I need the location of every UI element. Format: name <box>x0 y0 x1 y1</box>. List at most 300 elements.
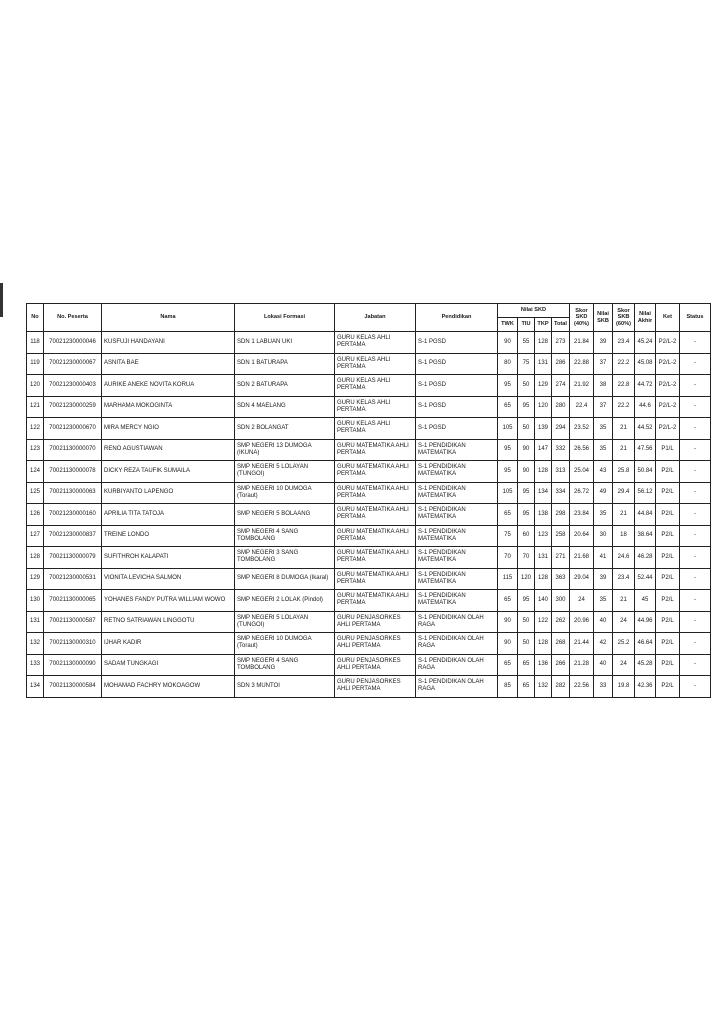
cell-tiu: 95 <box>518 482 535 504</box>
cell-total: 274 <box>552 375 570 397</box>
cell-jabatan: GURU KELAS AHLI PERTAMA <box>335 375 416 397</box>
cell-status: - <box>680 654 711 676</box>
cell-no-peserta: 70021130000065 <box>44 590 102 612</box>
cell-skor-skb: 24 <box>613 654 635 676</box>
cell-jabatan: GURU KELAS AHLI PERTAMA <box>335 396 416 418</box>
cell-tkp: 132 <box>535 676 552 698</box>
cell-nilai-skb: 39 <box>594 568 613 590</box>
cell-status: - <box>680 375 711 397</box>
cell-nama: YOHANES FANDY PUTRA WILLIAM WOWO <box>102 590 235 612</box>
cell-nilai-skb: 49 <box>594 482 613 504</box>
cell-pendidikan: S-1 PENDIDIKAN OLAH RAGA <box>416 611 498 633</box>
cell-twk: 65 <box>498 654 518 676</box>
cell-pendidikan: S-1 PENDIDIKAN MATEMATIKA <box>416 461 498 483</box>
cell-no-peserta: 70021230000067 <box>44 353 102 375</box>
cell-nilai-skb: 42 <box>594 633 613 655</box>
cell-nama: TREINE LONDO <box>102 525 235 547</box>
cell-nama: SADAM TUNGKAGI <box>102 654 235 676</box>
cell-skor-skd: 21.44 <box>570 633 594 655</box>
cell-nilai-akhir: 52.44 <box>635 568 656 590</box>
cell-skor-skb: 24 <box>613 611 635 633</box>
cell-jabatan: GURU PENJASORKES AHLI PERTAMA <box>335 633 416 655</box>
cell-twk: 90 <box>498 611 518 633</box>
cell-lokasi: SMP NEGERI 4 SANG TOMBOLANG <box>235 525 335 547</box>
cell-total: 273 <box>552 332 570 354</box>
cell-nama: DICKY REZA TAUFIK SUMAILA <box>102 461 235 483</box>
cell-ket: P2/L-2 <box>656 396 680 418</box>
cell-status: - <box>680 633 711 655</box>
cell-skor-skb: 22.2 <box>613 353 635 375</box>
cell-no-peserta: 70021130000078 <box>44 461 102 483</box>
cell-status: - <box>680 353 711 375</box>
cell-pendidikan: S-1 PENDIDIKAN MATEMATIKA <box>416 590 498 612</box>
cell-nama: SUFITHROH KALAPATI <box>102 547 235 569</box>
cell-skor-skd: 23.84 <box>570 504 594 526</box>
cell-nilai-akhir: 46.28 <box>635 547 656 569</box>
cell-skor-skd: 21.68 <box>570 547 594 569</box>
cell-nilai-akhir: 45 <box>635 590 656 612</box>
cell-no: 125 <box>27 482 44 504</box>
cell-nilai-akhir: 47.56 <box>635 439 656 461</box>
cell-no: 133 <box>27 654 44 676</box>
table-row <box>27 676 711 698</box>
cell-tkp: 138 <box>535 504 552 526</box>
cell-pendidikan: S-1 PENDIDIKAN OLAH RAGA <box>416 654 498 676</box>
cell-tkp: 129 <box>535 375 552 397</box>
table-row <box>27 482 711 504</box>
table-row <box>27 418 711 440</box>
cell-skor-skb: 24.6 <box>613 547 635 569</box>
cell-no: 128 <box>27 547 44 569</box>
cell-skor-skd: 26.72 <box>570 482 594 504</box>
cell-total: 271 <box>552 547 570 569</box>
cell-total: 294 <box>552 418 570 440</box>
cell-tkp: 139 <box>535 418 552 440</box>
cell-ket: P2/L <box>656 654 680 676</box>
cell-pendidikan: S-1 PENDIDIKAN OLAH RAGA <box>416 676 498 698</box>
cell-skor-skd: 21.28 <box>570 654 594 676</box>
cell-twk: 95 <box>498 439 518 461</box>
cell-twk: 90 <box>498 633 518 655</box>
cell-lokasi: SMP NEGERI 3 SANG TOMBOLANG <box>235 547 335 569</box>
cell-skor-skd: 29.04 <box>570 568 594 590</box>
cell-lokasi: SDN 4 MAELANG <box>235 396 335 418</box>
cell-status: - <box>680 439 711 461</box>
cell-nilai-akhir: 44.84 <box>635 504 656 526</box>
header-no-peserta: No. Peserta <box>44 304 102 332</box>
cell-tkp: 128 <box>535 568 552 590</box>
cell-twk: 105 <box>498 482 518 504</box>
cell-tiu: 95 <box>518 504 535 526</box>
cell-no: 134 <box>27 676 44 698</box>
cell-tiu: 95 <box>518 590 535 612</box>
header-no: No <box>27 304 44 332</box>
cell-twk: 65 <box>498 590 518 612</box>
cell-nama: MIRA MERCY NGIO <box>102 418 235 440</box>
cell-jabatan: GURU MATEMATIKA AHLI PERTAMA <box>335 439 416 461</box>
cell-skor-skd: 23.52 <box>570 418 594 440</box>
cell-twk: 85 <box>498 676 518 698</box>
cell-no-peserta: 70021230000403 <box>44 375 102 397</box>
cell-status: - <box>680 590 711 612</box>
cell-nilai-akhir: 45.24 <box>635 332 656 354</box>
cell-nilai-akhir: 50.84 <box>635 461 656 483</box>
cell-jabatan: GURU MATEMATIKA AHLI PERTAMA <box>335 461 416 483</box>
cell-tiu: 55 <box>518 332 535 354</box>
cell-nilai-akhir: 44.96 <box>635 611 656 633</box>
table-row <box>27 525 711 547</box>
cell-status: - <box>680 418 711 440</box>
cell-nilai-skb: 37 <box>594 396 613 418</box>
cell-nilai-akhir: 44.72 <box>635 375 656 397</box>
cell-twk: 80 <box>498 353 518 375</box>
table-row <box>27 504 711 526</box>
cell-nilai-akhir: 45.28 <box>635 654 656 676</box>
cell-jabatan: GURU KELAS AHLI PERTAMA <box>335 418 416 440</box>
cell-total: 334 <box>552 482 570 504</box>
cell-lokasi: SDN 2 BOLANGAT <box>235 418 335 440</box>
cell-jabatan: GURU MATEMATIKA AHLI PERTAMA <box>335 547 416 569</box>
cell-tiu: 95 <box>518 396 535 418</box>
table-row <box>27 353 711 375</box>
results-sheet <box>26 303 710 698</box>
cell-lokasi: SMP NEGERI 8 DUMOGA (Ikaral) <box>235 568 335 590</box>
cell-lokasi: SMP NEGERI 4 SANG TOMBOLANG <box>235 654 335 676</box>
cell-status: - <box>680 461 711 483</box>
cell-pendidikan: S-1 PENDIDIKAN MATEMATIKA <box>416 504 498 526</box>
cell-skor-skd: 21.92 <box>570 375 594 397</box>
cell-skor-skd: 20.96 <box>570 611 594 633</box>
cell-nilai-skb: 35 <box>594 504 613 526</box>
header-nilai-skb: Nilai SKB <box>594 304 613 332</box>
cell-no: 118 <box>27 332 44 354</box>
cell-nama: KUSFUJI HANDAYANI <box>102 332 235 354</box>
cell-nilai-skb: 40 <box>594 611 613 633</box>
cell-skor-skb: 18 <box>613 525 635 547</box>
cell-status: - <box>680 611 711 633</box>
cell-skor-skb: 21 <box>613 504 635 526</box>
cell-nilai-akhir: 42.36 <box>635 676 656 698</box>
cell-lokasi: SMP NEGERI 10 DUMOGA (Toraut) <box>235 482 335 504</box>
cell-nama: AURIKE ANEKE NOVITA KORUA <box>102 375 235 397</box>
header-jabatan: Jabatan <box>335 304 416 332</box>
cell-ket: P2/L-2 <box>656 418 680 440</box>
cell-lokasi: SDN 2 BATURAPA <box>235 375 335 397</box>
cell-nama: KURBIYANTO LAPENGO <box>102 482 235 504</box>
cell-pendidikan: S-1 PENDIDIKAN MATEMATIKA <box>416 568 498 590</box>
cell-nilai-skb: 41 <box>594 547 613 569</box>
cell-twk: 70 <box>498 547 518 569</box>
cell-tiu: 90 <box>518 461 535 483</box>
cell-status: - <box>680 547 711 569</box>
table-row <box>27 611 711 633</box>
cell-no-peserta: 70021230000670 <box>44 418 102 440</box>
cell-total: 282 <box>552 676 570 698</box>
cell-skor-skd: 26.56 <box>570 439 594 461</box>
cell-ket: P2/L <box>656 547 680 569</box>
cell-pendidikan: S-1 PENDIDIKAN MATEMATIKA <box>416 482 498 504</box>
cell-nama: ASNITA BAE <box>102 353 235 375</box>
cell-tkp: 131 <box>535 353 552 375</box>
cell-nilai-skb: 39 <box>594 332 613 354</box>
cell-pendidikan: S-1 PGSD <box>416 418 498 440</box>
header-skor-skb: Skor SKB (60%) <box>613 304 635 332</box>
cell-nama: MARHAMA MOKOGINTA <box>102 396 235 418</box>
cell-ket: P2/L <box>656 504 680 526</box>
cell-lokasi: SDN 3 MUNTOI <box>235 676 335 698</box>
cell-nilai-skb: 40 <box>594 654 613 676</box>
cell-pendidikan: S-1 PGSD <box>416 353 498 375</box>
table-body <box>27 332 711 698</box>
cell-nilai-skb: 35 <box>594 439 613 461</box>
cell-nama: RENO AGUSTIAWAN <box>102 439 235 461</box>
table-row <box>27 568 711 590</box>
cell-skor-skd: 20.64 <box>570 525 594 547</box>
cell-lokasi: SMP NEGERI 5 BOLAANG <box>235 504 335 526</box>
cell-twk: 105 <box>498 418 518 440</box>
header-pendidikan: Pendidikan <box>416 304 498 332</box>
cell-no-peserta: 70021230000160 <box>44 504 102 526</box>
header-total: Total <box>552 318 570 332</box>
cell-tkp: 123 <box>535 525 552 547</box>
cell-nama: IJHAR KADIR <box>102 633 235 655</box>
cell-total: 286 <box>552 353 570 375</box>
cell-tiu: 50 <box>518 418 535 440</box>
cell-total: 280 <box>552 396 570 418</box>
cell-ket: P1/L <box>656 439 680 461</box>
table-row <box>27 396 711 418</box>
cell-no-peserta: 70021130000063 <box>44 482 102 504</box>
cell-no: 119 <box>27 353 44 375</box>
cell-no-peserta: 70021130000310 <box>44 633 102 655</box>
cell-nama: VIONITA LEVICHA SALMON <box>102 568 235 590</box>
cell-no-peserta: 70021230000837 <box>44 525 102 547</box>
cell-lokasi: SMP NEGERI 5 LOLAYAN (TUNGOI) <box>235 461 335 483</box>
cell-tkp: 134 <box>535 482 552 504</box>
cell-tiu: 120 <box>518 568 535 590</box>
cell-no-peserta: 70021230000531 <box>44 568 102 590</box>
cell-tiu: 50 <box>518 375 535 397</box>
cell-no: 131 <box>27 611 44 633</box>
cell-tiu: 65 <box>518 676 535 698</box>
cell-pendidikan: S-1 PENDIDIKAN MATEMATIKA <box>416 439 498 461</box>
cell-status: - <box>680 482 711 504</box>
cell-skor-skd: 25.04 <box>570 461 594 483</box>
cell-no-peserta: 70021130000587 <box>44 611 102 633</box>
cell-skor-skd: 22.4 <box>570 396 594 418</box>
cell-total: 313 <box>552 461 570 483</box>
cell-tiu: 90 <box>518 439 535 461</box>
cell-no: 124 <box>27 461 44 483</box>
cell-pendidikan: S-1 PGSD <box>416 332 498 354</box>
cell-ket: P2/L-2 <box>656 375 680 397</box>
cell-jabatan: GURU MATEMATIKA AHLI PERTAMA <box>335 482 416 504</box>
table-row <box>27 633 711 655</box>
cell-no: 126 <box>27 504 44 526</box>
cell-tkp: 147 <box>535 439 552 461</box>
cell-skor-skd: 22.88 <box>570 353 594 375</box>
cell-tiu: 65 <box>518 654 535 676</box>
cell-twk: 75 <box>498 525 518 547</box>
cell-tkp: 128 <box>535 461 552 483</box>
cell-skor-skb: 21 <box>613 439 635 461</box>
cell-total: 298 <box>552 504 570 526</box>
cell-skor-skb: 19.8 <box>613 676 635 698</box>
cell-no-peserta: 70021130000070 <box>44 439 102 461</box>
cell-no: 127 <box>27 525 44 547</box>
cell-twk: 95 <box>498 375 518 397</box>
cell-tiu: 60 <box>518 525 535 547</box>
table-row <box>27 461 711 483</box>
cell-nilai-skb: 43 <box>594 461 613 483</box>
table-row <box>27 590 711 612</box>
cell-tiu: 75 <box>518 353 535 375</box>
cell-lokasi: SMP NEGERI 10 DUMOGA (Toraut) <box>235 633 335 655</box>
table-row <box>27 547 711 569</box>
header-twk: TWK <box>498 318 518 332</box>
cell-tkp: 140 <box>535 590 552 612</box>
page-edge-mark <box>0 283 3 317</box>
cell-jabatan: GURU MATEMATIKA AHLI PERTAMA <box>335 504 416 526</box>
table-row <box>27 375 711 397</box>
cell-tkp: 131 <box>535 547 552 569</box>
cell-twk: 65 <box>498 396 518 418</box>
header-row <box>27 304 711 318</box>
cell-nilai-skb: 33 <box>594 676 613 698</box>
cell-lokasi: SMP NEGERI 13 DUMOGA (IKUNA) <box>235 439 335 461</box>
cell-nilai-akhir: 45.08 <box>635 353 656 375</box>
cell-lokasi: SMP NEGERI 5 LOLAYAN (TUNGOI) <box>235 611 335 633</box>
cell-pendidikan: S-1 PGSD <box>416 396 498 418</box>
cell-total: 332 <box>552 439 570 461</box>
cell-skor-skd: 22.56 <box>570 676 594 698</box>
cell-skor-skd: 24 <box>570 590 594 612</box>
cell-nilai-akhir: 46.64 <box>635 633 656 655</box>
cell-status: - <box>680 568 711 590</box>
cell-skor-skb: 21 <box>613 590 635 612</box>
cell-tkp: 120 <box>535 396 552 418</box>
cell-jabatan: GURU PENJASORKES AHLI PERTAMA <box>335 676 416 698</box>
cell-twk: 65 <box>498 504 518 526</box>
cell-skor-skb: 29.4 <box>613 482 635 504</box>
cell-nilai-skb: 38 <box>594 375 613 397</box>
table-row <box>27 332 711 354</box>
cell-total: 268 <box>552 633 570 655</box>
table-row <box>27 439 711 461</box>
cell-jabatan: GURU PENJASORKES AHLI PERTAMA <box>335 654 416 676</box>
header-status: Status <box>680 304 711 332</box>
cell-twk: 115 <box>498 568 518 590</box>
cell-pendidikan: S-1 PENDIDIKAN OLAH RAGA <box>416 633 498 655</box>
cell-nama: APRILIA TITA TATOJA <box>102 504 235 526</box>
cell-no: 121 <box>27 396 44 418</box>
cell-nilai-akhir: 56.12 <box>635 482 656 504</box>
cell-no-peserta: 70021130000090 <box>44 654 102 676</box>
cell-ket: P2/L <box>656 590 680 612</box>
cell-jabatan: GURU MATEMATIKA AHLI PERTAMA <box>335 568 416 590</box>
cell-skor-skb: 23.4 <box>613 332 635 354</box>
cell-pendidikan: S-1 PENDIDIKAN MATEMATIKA <box>416 525 498 547</box>
cell-nilai-akhir: 44.52 <box>635 418 656 440</box>
cell-jabatan: GURU KELAS AHLI PERTAMA <box>335 332 416 354</box>
cell-total: 262 <box>552 611 570 633</box>
cell-ket: P2/L <box>656 676 680 698</box>
cell-no: 129 <box>27 568 44 590</box>
cell-skor-skd: 21.84 <box>570 332 594 354</box>
cell-skor-skb: 22.2 <box>613 396 635 418</box>
header-skor-skd: Skor SKD (40%) <box>570 304 594 332</box>
header-tkp: TKP <box>535 318 552 332</box>
cell-nilai-skb: 30 <box>594 525 613 547</box>
cell-status: - <box>680 525 711 547</box>
cell-skor-skb: 25.8 <box>613 461 635 483</box>
cell-no-peserta: 70021230000046 <box>44 332 102 354</box>
cell-nilai-skb: 35 <box>594 418 613 440</box>
cell-no: 120 <box>27 375 44 397</box>
results-table <box>26 303 711 698</box>
cell-ket: P2/L <box>656 525 680 547</box>
cell-nilai-skb: 35 <box>594 590 613 612</box>
cell-status: - <box>680 332 711 354</box>
cell-nilai-akhir: 38.64 <box>635 525 656 547</box>
cell-twk: 90 <box>498 332 518 354</box>
cell-skor-skb: 21 <box>613 418 635 440</box>
cell-jabatan: GURU PENJASORKES AHLI PERTAMA <box>335 611 416 633</box>
cell-ket: P2/L <box>656 568 680 590</box>
cell-pendidikan: S-1 PGSD <box>416 375 498 397</box>
cell-tkp: 136 <box>535 654 552 676</box>
cell-total: 258 <box>552 525 570 547</box>
cell-ket: P2/L <box>656 461 680 483</box>
cell-no-peserta: 70021130000079 <box>44 547 102 569</box>
cell-status: - <box>680 504 711 526</box>
cell-total: 300 <box>552 590 570 612</box>
cell-nilai-skb: 37 <box>594 353 613 375</box>
cell-nama: MOHAMAD FACHRY MOKOAGOW <box>102 676 235 698</box>
header-ket: Ket <box>656 304 680 332</box>
cell-ket: P2/L <box>656 482 680 504</box>
cell-lokasi: SDN 1 BATURAPA <box>235 353 335 375</box>
cell-total: 363 <box>552 568 570 590</box>
cell-tkp: 122 <box>535 611 552 633</box>
cell-total: 266 <box>552 654 570 676</box>
cell-ket: P2/L-2 <box>656 332 680 354</box>
cell-jabatan: GURU MATEMATIKA AHLI PERTAMA <box>335 525 416 547</box>
cell-ket: P2/L <box>656 611 680 633</box>
header-nilai-akhir: Nilai Akhir <box>635 304 656 332</box>
cell-jabatan: GURU MATEMATIKA AHLI PERTAMA <box>335 590 416 612</box>
header-nilai-skd: Nilai SKD <box>498 304 570 318</box>
cell-tkp: 128 <box>535 332 552 354</box>
cell-jabatan: GURU KELAS AHLI PERTAMA <box>335 353 416 375</box>
cell-lokasi: SDN 1 LABUAN UKI <box>235 332 335 354</box>
cell-nilai-akhir: 44.6 <box>635 396 656 418</box>
header-nama: Nama <box>102 304 235 332</box>
cell-nama: RETNO SATRIAWAN LINGGOTU <box>102 611 235 633</box>
cell-no: 123 <box>27 439 44 461</box>
cell-tiu: 50 <box>518 611 535 633</box>
cell-status: - <box>680 676 711 698</box>
cell-no: 130 <box>27 590 44 612</box>
cell-status: - <box>680 396 711 418</box>
cell-no-peserta: 70021130000584 <box>44 676 102 698</box>
cell-no-peserta: 70021230000259 <box>44 396 102 418</box>
cell-pendidikan: S-1 PENDIDIKAN MATEMATIKA <box>416 547 498 569</box>
cell-no: 122 <box>27 418 44 440</box>
cell-tiu: 50 <box>518 633 535 655</box>
cell-ket: P2/L-2 <box>656 353 680 375</box>
header-tiu: TIU <box>518 318 535 332</box>
